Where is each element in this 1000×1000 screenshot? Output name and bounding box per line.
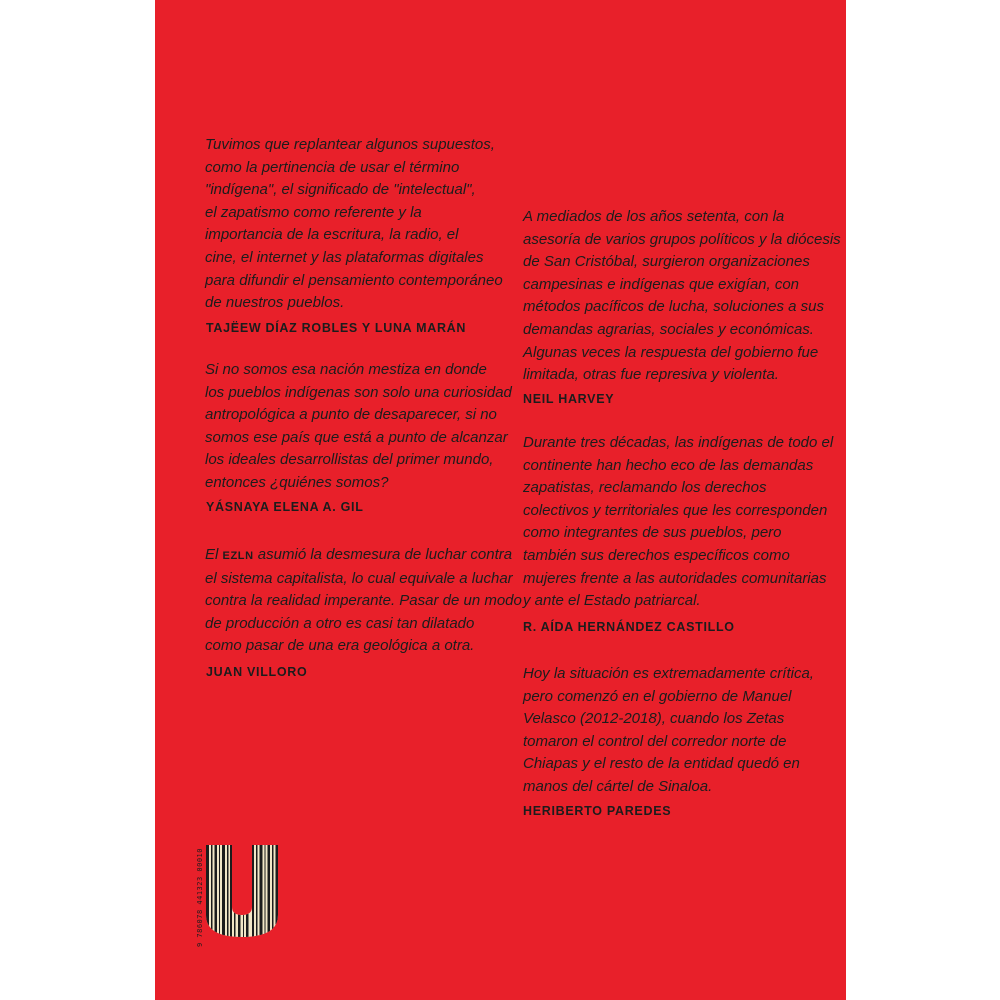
quote-line: los pueblos indígenas son solo una curiosidad	[205, 383, 512, 401]
quote-line: métodos pacíficos de lucha, soluciones a sus	[523, 298, 825, 316]
quote-line: para difundir el pensamiento contemporáneo	[205, 271, 503, 289]
quote-line: tomaron el control del corredor norte de	[523, 732, 787, 750]
quote-line: pero comenzó en el gobierno de Manuel	[523, 687, 792, 705]
quote-author: YÁSNAYA ELENA A. GIL	[206, 500, 364, 514]
quote-line: zapatistas, reclamando los derechos	[523, 479, 767, 497]
quote-line: antropológica a punto de desaparecer, si no	[205, 406, 497, 424]
quote-line: asesoría de varios grupos políticos y la diócesis	[523, 230, 841, 248]
quote-line: como la pertinencia de usar el término	[205, 158, 460, 176]
quote-villoro	[205, 544, 522, 658]
quote-line: Tuvimos que replantear algunos supuestos,	[205, 136, 495, 153]
barcode-number: 9 786078 441323 00010	[196, 848, 204, 948]
quote-line: también sus derechos específicos como	[523, 546, 790, 564]
quote-line: A mediados de los años setenta, con la	[523, 208, 785, 225]
quote-line: de nuestros pueblos.	[205, 294, 345, 312]
quote-line: como pasar de una era geológica a otra.	[205, 637, 475, 655]
quote-hernandez-castillo	[523, 432, 833, 613]
quote-line: y ante el Estado patriarcal.	[523, 592, 701, 610]
quote-line: los ideales desarrollistas del primer mundo,	[205, 451, 494, 469]
quote-line: Algunas veces la respuesta del gobierno fue	[523, 343, 819, 361]
quote-line: mujeres frente a las autoridades comunitarias	[523, 569, 827, 587]
quote-line: campesinas e indígenas que exigían, con	[523, 275, 800, 293]
quote-aguilar-gil	[205, 359, 512, 495]
quote-line: demandas agrarias, sociales y económicas.	[523, 320, 814, 338]
quote-line: de San Cristóbal, surgieron organizaciones	[523, 253, 810, 271]
quote-fragment: asumió la desmesura de luchar contra	[253, 546, 513, 563]
quote-line: Durante tres décadas, las indígenas de todo el	[523, 434, 834, 451]
quote-line: el zapatismo como referente y la	[205, 203, 422, 221]
quote-line: como integrantes de sus pueblos, pero	[523, 524, 782, 542]
quote-line	[205, 544, 522, 568]
ezln-acronym: EZLN	[222, 550, 254, 562]
quote-line: importancia de la escritura, la radio, el	[205, 226, 459, 244]
quote-author: R. AÍDA HERNÁNDEZ CASTILLO	[523, 620, 735, 634]
quote-line: manos del cártel de Sinaloa.	[523, 777, 713, 795]
quote-line: entonces ¿quiénes somos?	[205, 473, 389, 491]
quote-line: cine, el internet y las plataformas digitales	[205, 248, 484, 266]
quote-line: Velasco (2012-2018), cuando los Zetas	[523, 710, 785, 728]
quote-line: Chiapas y el resto de la entidad quedó en	[523, 755, 800, 773]
quote-author: HERIBERTO PAREDES	[523, 804, 672, 818]
quote-line: el sistema capitalista, lo cual equivale a luchar	[205, 569, 513, 587]
quote-line: Si no somos esa nación mestiza en donde	[205, 361, 487, 378]
quote-line: somos ese país que está a punto de alcanzar	[205, 428, 508, 446]
quote-paredes	[523, 663, 814, 799]
quote-line: de producción a otro es casi tan dilatado	[205, 614, 475, 632]
publisher-u-logo-barcode	[206, 845, 278, 937]
quote-line: limitada, otras fue represiva y violenta.	[523, 366, 779, 384]
quote-fragment: El	[205, 546, 223, 563]
quote-author: NEIL HARVEY	[523, 392, 615, 406]
quote-author: JUAN VILLORO	[206, 665, 308, 679]
quote-line: "indígena", el significado de "intelectual",	[205, 181, 476, 199]
quote-line: Hoy la situación es extremadamente crítica,	[523, 665, 814, 682]
quote-line: continente han hecho eco de las demandas	[523, 456, 814, 474]
quote-author: TAJËEW DÍAZ ROBLES Y LUNA MARÁN	[206, 321, 467, 335]
quote-harvey	[523, 206, 841, 387]
quote-line: colectivos y territoriales que les corresponden	[523, 501, 828, 519]
quote-diaz-robles-maran	[205, 134, 503, 315]
quote-line: contra la realidad imperante. Pasar de un modo	[205, 592, 522, 610]
